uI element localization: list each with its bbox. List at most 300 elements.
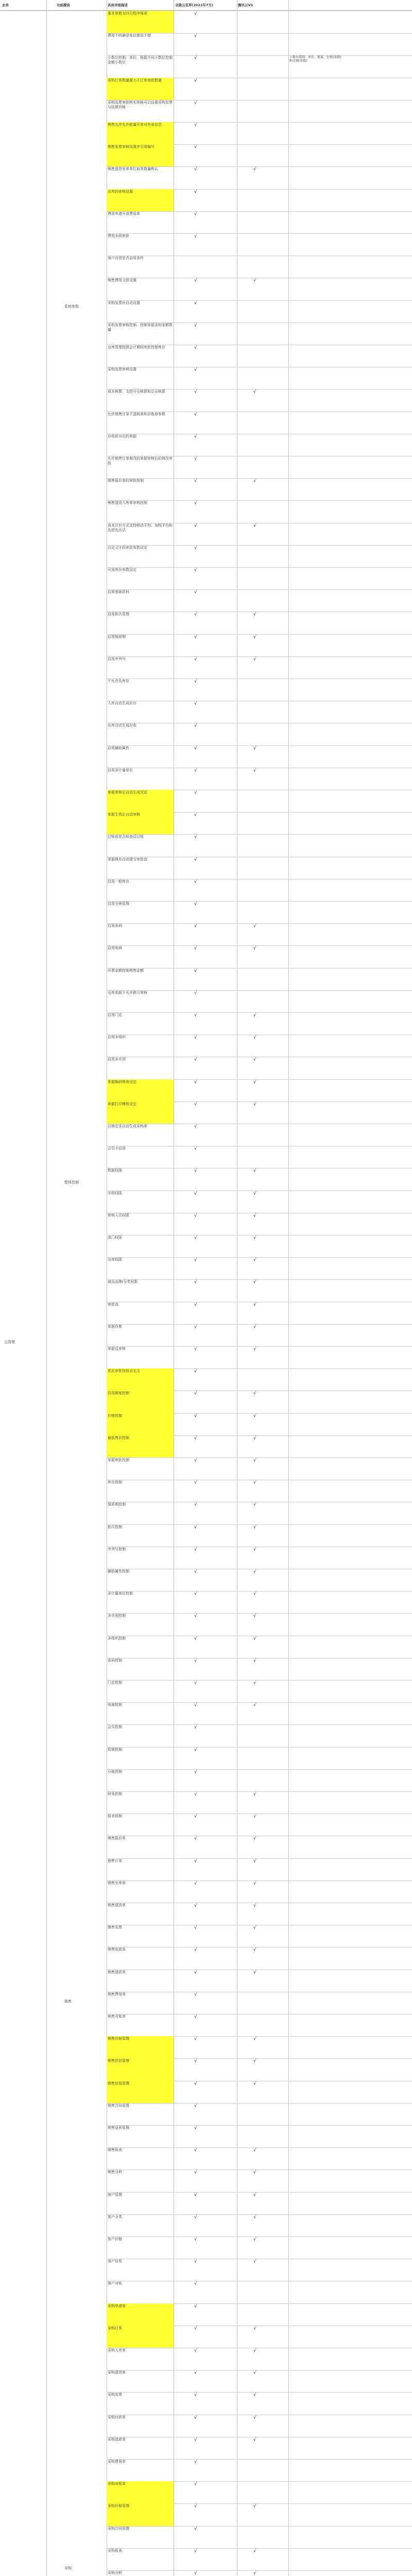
support-mark-v1: √ <box>194 1324 197 1330</box>
table-row <box>107 1213 412 1235</box>
feature-description: 仓库权限 <box>108 1258 122 1262</box>
feature-description: 多组织控制 <box>108 1636 126 1640</box>
support-mark-v1: √ <box>194 434 197 439</box>
feature-description: 启用条码 <box>108 924 122 928</box>
support-mark-v2: √ <box>253 2504 256 2510</box>
feature-description: 辅助属性控制 <box>108 1569 129 1573</box>
feature-description: 客户价格 <box>108 2237 122 2241</box>
support-mark-v1: √ <box>194 946 197 952</box>
feature-description: 启用多币别 <box>108 1057 126 1062</box>
table-row <box>107 456 412 479</box>
support-mark-v2: √ <box>253 2059 256 2064</box>
support-mark-v1: √ <box>194 1947 197 1953</box>
table-row <box>107 2415 412 2437</box>
support-mark-v1: √ <box>194 1502 197 1508</box>
feature-description: 销售退货单 <box>108 1903 126 1907</box>
support-mark-v2: √ <box>253 1458 256 1463</box>
feature-description: 采购发票审核设置 <box>108 367 136 372</box>
support-mark-v1: √ <box>194 679 197 684</box>
support-mark-v1: √ <box>194 1524 197 1530</box>
feature-description: 自定义字段审批参数设定 <box>108 545 147 550</box>
table-row <box>107 1769 412 1792</box>
table-row <box>107 545 412 568</box>
support-mark-v1: √ <box>194 2415 197 2420</box>
feature-description: 允许销售订单修改的单据审核后的修改审批 <box>108 456 173 465</box>
support-mark-v1: √ <box>194 456 197 462</box>
support-mark-v1: √ <box>194 990 197 996</box>
table-row <box>107 1925 412 1947</box>
table-row <box>107 857 412 879</box>
feature-description: 可用库存参数设定 <box>108 568 136 572</box>
support-mark-v1: √ <box>194 857 197 862</box>
table-row <box>107 879 412 902</box>
support-mark-v2: √ <box>253 2415 256 2420</box>
feature-description: 出库的审核设置 <box>108 189 133 194</box>
support-mark-v1: √ <box>194 1836 197 1842</box>
support-mark-v1: √ <box>194 345 197 350</box>
module-label-overall: 整体控制 <box>64 1180 79 1184</box>
support-mark-v2: √ <box>253 2393 256 2398</box>
header-v2: 腾讯云V3 <box>238 3 253 7</box>
support-mark-v1: √ <box>194 968 197 974</box>
feature-description: 启用基础资料 <box>108 590 129 595</box>
feature-description: 启用一般库存 <box>108 879 129 884</box>
table-row <box>107 589 412 612</box>
support-mark-v2: √ <box>253 2214 256 2220</box>
support-mark-v1: √ <box>194 1235 197 1241</box>
support-mark-v2: √ <box>253 1681 256 1686</box>
support-mark-v1: √ <box>194 1925 197 1931</box>
table-row <box>107 1480 412 1502</box>
table-row <box>107 2014 412 2037</box>
table-row <box>107 923 412 946</box>
feature-description: 序列号控制 <box>108 1547 126 1551</box>
support-mark-v2: √ <box>253 1391 256 1397</box>
feature-description: 会员控制 <box>108 1725 122 1730</box>
feature-description: 价格控制 <box>108 1413 122 1418</box>
feature-description: 启用序列号 <box>108 656 126 661</box>
feature-description: 采购费用单 <box>108 2460 126 2464</box>
feature-description: 客户管理 <box>108 2192 122 2197</box>
support-mark-v1: √ <box>194 100 197 106</box>
table-row <box>107 2170 412 2192</box>
feature-description: 采购订单数量要小于订单审批数量 <box>108 78 162 82</box>
table-row <box>107 1101 412 1124</box>
support-mark-v2: √ <box>253 2437 256 2443</box>
feature-description: 应收款对应的单据 <box>108 434 136 438</box>
table-row <box>107 1702 412 1725</box>
support-mark-v1: √ <box>194 723 197 729</box>
feature-description: 优化审批按钮自定义 <box>108 1369 140 1374</box>
feature-description: 销售返利管理 <box>108 2126 129 2130</box>
support-mark-v1: √ <box>194 568 197 573</box>
support-mark-v2: √ <box>253 2081 256 2087</box>
feature-description: 采购对账单 <box>108 2482 126 2486</box>
table-row <box>107 2103 412 2126</box>
feature-description: 客户存货是否启用条件 <box>108 256 144 261</box>
support-mark-v1: √ <box>194 323 197 328</box>
support-mark-v1: √ <box>194 1614 197 1619</box>
support-mark-v2: √ <box>253 2237 256 2242</box>
feature-description: 开票金额控制销售金额 <box>108 968 144 973</box>
support-mark-v1: √ <box>194 2237 197 2242</box>
table-row <box>107 656 412 679</box>
support-mark-v1: √ <box>194 189 197 195</box>
feature-description: 出库自动生成应收 <box>108 723 136 728</box>
support-mark-v2: √ <box>253 1970 256 1975</box>
support-mark-v1: √ <box>194 11 197 16</box>
support-mark-v1: √ <box>194 2170 197 2176</box>
table-row <box>107 834 412 857</box>
support-mark-v1: √ <box>194 656 197 662</box>
support-mark-v1: √ <box>194 1658 197 1664</box>
feature-description: 采购发票审核控制、控制单据采购金额数量 <box>108 323 173 332</box>
feature-description: 允许销售订单不退税单和应收单参数 <box>108 412 165 416</box>
support-mark-v2: √ <box>253 1191 256 1196</box>
table-row <box>107 233 412 256</box>
support-mark-v2: √ <box>253 1903 256 1908</box>
feature-description: 销售允许允许批量开单对外单信息 <box>108 123 162 127</box>
support-mark-v1: √ <box>194 924 197 929</box>
feature-description: 销售收款单 <box>108 1947 126 1952</box>
support-mark-v1: √ <box>194 2482 197 2487</box>
table-row <box>107 1591 412 1614</box>
support-mark-v2: √ <box>253 2370 256 2376</box>
table-row <box>107 2281 412 2303</box>
table-row <box>107 478 412 501</box>
table-row <box>107 144 412 167</box>
feature-description: 销售信用管理 <box>108 2081 129 2086</box>
table-row <box>107 33 412 56</box>
support-mark-v1: √ <box>194 745 197 751</box>
feature-description: 启用辅助属性 <box>108 745 129 750</box>
feature-description: 小数位控制：单价，根据不同小数位控制金额小数位 <box>108 56 173 65</box>
support-mark-v1: √ <box>194 790 197 795</box>
support-mark-v1: √ <box>194 367 197 373</box>
support-mark-v2: √ <box>253 2037 256 2042</box>
feature-description: 部门权限 <box>108 1235 122 1240</box>
table-row <box>107 2526 412 2549</box>
support-mark-v1: √ <box>194 879 197 885</box>
feature-description: 销售发票 <box>108 1925 122 1930</box>
support-mark-v1: √ <box>194 1191 197 1196</box>
feature-description: 多币别控制 <box>108 1614 126 1618</box>
table-row <box>107 790 412 812</box>
feature-description: 销售分析 <box>108 2170 122 2175</box>
support-mark-v2: √ <box>253 1814 256 1820</box>
table-row <box>107 1502 412 1524</box>
support-mark-v1: √ <box>194 2504 197 2510</box>
support-mark-v1: √ <box>194 2126 197 2131</box>
table-row <box>107 523 412 546</box>
table-row <box>107 2392 412 2415</box>
feature-description: 采购发票补自动设置 <box>108 300 140 305</box>
support-mark-v2: √ <box>253 2148 256 2154</box>
support-mark-v1: √ <box>194 1970 197 1975</box>
table-row <box>107 1235 412 1258</box>
table-row <box>107 634 412 657</box>
feature-description: 销售价格管理 <box>108 2037 129 2041</box>
support-mark-v1: √ <box>194 33 197 39</box>
feature-description: 不允许负库存 <box>108 679 129 683</box>
table-row <box>107 78 412 100</box>
table-row <box>107 2125 412 2148</box>
support-mark-v2: √ <box>253 1079 256 1085</box>
feature-description: 启用保质期 <box>108 634 126 639</box>
support-mark-v1: √ <box>194 1146 197 1152</box>
support-mark-v1: √ <box>194 2303 197 2309</box>
table-row <box>107 2459 412 2482</box>
support-mark-v1: √ <box>194 1903 197 1908</box>
support-mark-v1: √ <box>194 1547 197 1552</box>
feature-description: 单据生效后自动审核 <box>108 812 140 817</box>
feature-description: 启用多组织 <box>108 1035 126 1040</box>
table-row <box>107 1458 412 1480</box>
support-mark-v1: √ <box>194 123 197 128</box>
feature-description: 采购订单 <box>108 2326 122 2330</box>
support-mark-v2: √ <box>253 1057 256 1063</box>
table-row <box>107 323 412 345</box>
table-row <box>107 812 412 835</box>
feature-description: 销售费用分担设置 <box>108 278 136 283</box>
support-mark-v2: √ <box>253 1502 256 1508</box>
table-row <box>107 2081 412 2104</box>
feature-description: 采购价格管理 <box>108 2504 129 2509</box>
grid-line <box>46 0 47 2576</box>
support-mark-v1: √ <box>194 1101 197 1107</box>
support-mark-v2: √ <box>253 1658 256 1664</box>
table-row <box>107 745 412 768</box>
table-row <box>107 679 412 701</box>
support-mark-v1: √ <box>194 1347 197 1352</box>
table-row <box>107 901 412 924</box>
table-row <box>107 1680 412 1703</box>
support-mark-v1: √ <box>194 1435 197 1441</box>
support-mark-v1: √ <box>194 78 197 83</box>
table-row <box>107 1636 412 1658</box>
feature-description: 报表控制 <box>108 1814 122 1819</box>
feature-description: 客户对账 <box>108 2281 122 2286</box>
table-row <box>107 2503 412 2526</box>
table-row <box>107 1814 412 1836</box>
support-mark-v2: √ <box>253 1435 256 1441</box>
table-row <box>107 1836 412 1858</box>
table-row <box>107 389 412 412</box>
feature-description: 商品品牌/分类权限 <box>108 1280 138 1284</box>
support-mark-v2: √ <box>253 768 256 773</box>
support-mark-v1: √ <box>194 1480 197 1486</box>
table-row <box>107 1992 412 2014</box>
support-mark-v1: √ <box>194 1258 197 1263</box>
feature-description: 销售出库单 <box>108 1880 126 1885</box>
support-mark-v1: √ <box>194 1369 197 1375</box>
support-mark-v1: √ <box>194 1681 197 1686</box>
support-mark-v1: √ <box>194 1079 197 1085</box>
feature-description: 销售报价单的审批控制 <box>108 479 144 483</box>
feature-description: 电商控制 <box>108 1703 122 1707</box>
feature-description: 启用批次管理 <box>108 612 129 617</box>
support-mark-v1: √ <box>194 479 197 484</box>
support-mark-v2: √ <box>253 2571 256 2576</box>
module-label-sales: 销售 <box>64 1999 72 2004</box>
cell-note: 小数位控制：单价、数量、价格(参数) 和金额(参数) <box>289 56 341 63</box>
table-row <box>107 1124 412 1146</box>
table-row <box>107 100 412 123</box>
support-mark-v2: √ <box>253 1524 256 1530</box>
header-name: 具体详细描述 <box>108 3 128 7</box>
feature-description: 审批流 <box>108 1302 118 1307</box>
feature-description: 会员卡启用 <box>108 1146 126 1151</box>
feature-description: 多计量单位控制 <box>108 1591 133 1596</box>
header-v1: 全链云花草(2021年7月) <box>175 3 214 7</box>
support-mark-v1: √ <box>194 501 197 506</box>
feature-description: 销售合同管理 <box>108 2103 129 2108</box>
support-mark-v1: √ <box>194 2281 197 2287</box>
module-label-purchase: 采购 <box>64 2566 72 2570</box>
feature-description: 促销控制 <box>108 1747 122 1752</box>
table-row <box>107 723 412 745</box>
support-mark-v1: √ <box>194 1636 197 1641</box>
support-mark-v2: √ <box>253 1101 256 1107</box>
feature-description: 销售折扣管理 <box>108 2059 129 2063</box>
table-row <box>107 2570 412 2576</box>
table-row <box>107 2370 412 2393</box>
support-mark-v1: √ <box>194 2148 197 2154</box>
feature-description: 审核人员权限 <box>108 1213 129 1217</box>
support-mark-v1: √ <box>194 1413 197 1419</box>
table-row <box>107 412 412 434</box>
feature-description: 采购付款单 <box>108 2415 126 2419</box>
support-mark-v2: √ <box>253 1858 256 1864</box>
support-mark-v1: √ <box>194 2526 197 2532</box>
table-row <box>107 1613 412 1636</box>
feature-description: 单据作废 <box>108 1324 122 1329</box>
support-mark-v2: √ <box>253 1569 256 1574</box>
feature-description: 字段权限 <box>108 1191 122 1195</box>
table-row <box>107 211 412 234</box>
support-mark-v1: √ <box>194 1880 197 1886</box>
support-mark-v1: √ <box>194 1168 197 1174</box>
feature-description: 成本核算，支持分仓核算和总仓核算 <box>108 389 165 394</box>
support-mark-v1: √ <box>194 2059 197 2064</box>
support-mark-v2: √ <box>253 1591 256 1597</box>
feature-description: 条码控制 <box>108 1658 122 1663</box>
table-row <box>107 2036 412 2059</box>
table-row <box>107 122 412 145</box>
table-row <box>107 1368 412 1391</box>
support-mark-v1: √ <box>194 1858 197 1864</box>
support-mark-v1: √ <box>194 1280 197 1285</box>
table-row <box>107 1146 412 1168</box>
feature-description: 销售退货入库单审核控制 <box>108 501 147 505</box>
support-mark-v2: √ <box>253 1324 256 1330</box>
feature-description: 仓库单据不允许跨月审核 <box>108 990 147 995</box>
support-mark-v1: √ <box>194 2437 197 2443</box>
feature-description: 门店控制 <box>108 1681 122 1685</box>
support-mark-v1: √ <box>194 145 197 150</box>
support-mark-v1: √ <box>194 1013 197 1018</box>
table-row <box>107 500 412 523</box>
table-row <box>107 990 412 1013</box>
table-row <box>107 1191 412 1213</box>
support-mark-v2: √ <box>253 1547 256 1552</box>
support-mark-v2: √ <box>253 1413 256 1419</box>
support-mark-v1: √ <box>194 1124 197 1129</box>
support-mark-v1: √ <box>194 523 197 529</box>
support-mark-v2: √ <box>253 167 256 173</box>
feature-description: 费用多级审批 <box>108 234 129 238</box>
support-mark-v1: √ <box>194 167 197 173</box>
support-mark-v2: √ <box>253 924 256 929</box>
support-mark-v1: √ <box>194 2571 197 2576</box>
support-mark-v1: √ <box>194 412 197 417</box>
feature-description: 销售退货发单单位取单数量默认 <box>108 167 158 172</box>
support-mark-v1: √ <box>194 56 197 61</box>
support-mark-v1: √ <box>194 389 197 395</box>
support-mark-v1: √ <box>194 2214 197 2220</box>
support-mark-v2: √ <box>253 1013 256 1018</box>
support-mark-v1: √ <box>194 2192 197 2198</box>
feature-description: 采购退货单 <box>108 2370 126 2375</box>
feature-description: 单据保存自动提交审批流 <box>108 857 147 861</box>
table-row <box>107 1435 412 1458</box>
table-row <box>107 1057 412 1079</box>
support-mark-v1: √ <box>194 2259 197 2265</box>
feature-description: 启用电商 <box>108 946 122 951</box>
feature-description: 批次控制 <box>108 1524 122 1529</box>
table-row <box>107 11 412 33</box>
table-row <box>107 2147 412 2170</box>
support-mark-v1: √ <box>194 634 197 640</box>
table-row <box>107 1880 412 1903</box>
support-mark-v1: √ <box>194 701 197 707</box>
support-mark-v2: √ <box>253 1947 256 1953</box>
feature-description: 数据权限 <box>108 1168 122 1173</box>
table-row <box>107 945 412 968</box>
support-mark-v1: √ <box>194 768 197 773</box>
table-row <box>107 968 412 991</box>
table-row <box>107 300 412 323</box>
feature-description: 销售费用单 <box>108 1992 126 1996</box>
feature-description: 客户信用 <box>108 2259 122 2264</box>
table-row <box>107 1279 412 1302</box>
feature-description: 基本参数为四方程序规章 <box>108 11 147 15</box>
support-mark-v2: √ <box>253 1235 256 1241</box>
support-mark-v1: √ <box>194 234 197 239</box>
table-row <box>107 1035 412 1057</box>
table-row <box>107 256 412 278</box>
module-label-top: 云管理 <box>4 1340 15 1344</box>
support-mark-v2: √ <box>253 1880 256 1886</box>
feature-description: 费用申请开放费用单 <box>108 211 140 216</box>
support-mark-v1: √ <box>194 1703 197 1708</box>
support-mark-v2: √ <box>253 2548 256 2554</box>
table-row <box>107 2481 412 2504</box>
table-row <box>107 2214 412 2237</box>
support-mark-v1: √ <box>194 1814 197 1820</box>
feature-description: 财务控制 <box>108 1792 122 1796</box>
feature-description: 销售报价单 <box>108 1836 126 1841</box>
support-mark-v1: √ <box>194 1792 197 1797</box>
support-mark-v1: √ <box>194 1992 197 1997</box>
support-mark-v1: √ <box>194 2103 197 2109</box>
support-mark-v1: √ <box>194 902 197 907</box>
table-row <box>107 2548 412 2571</box>
table-row <box>107 1079 412 1102</box>
feature-description: 入库自动生成应付 <box>108 701 136 706</box>
support-mark-v1: √ <box>194 2393 197 2398</box>
table-row <box>107 1391 412 1413</box>
